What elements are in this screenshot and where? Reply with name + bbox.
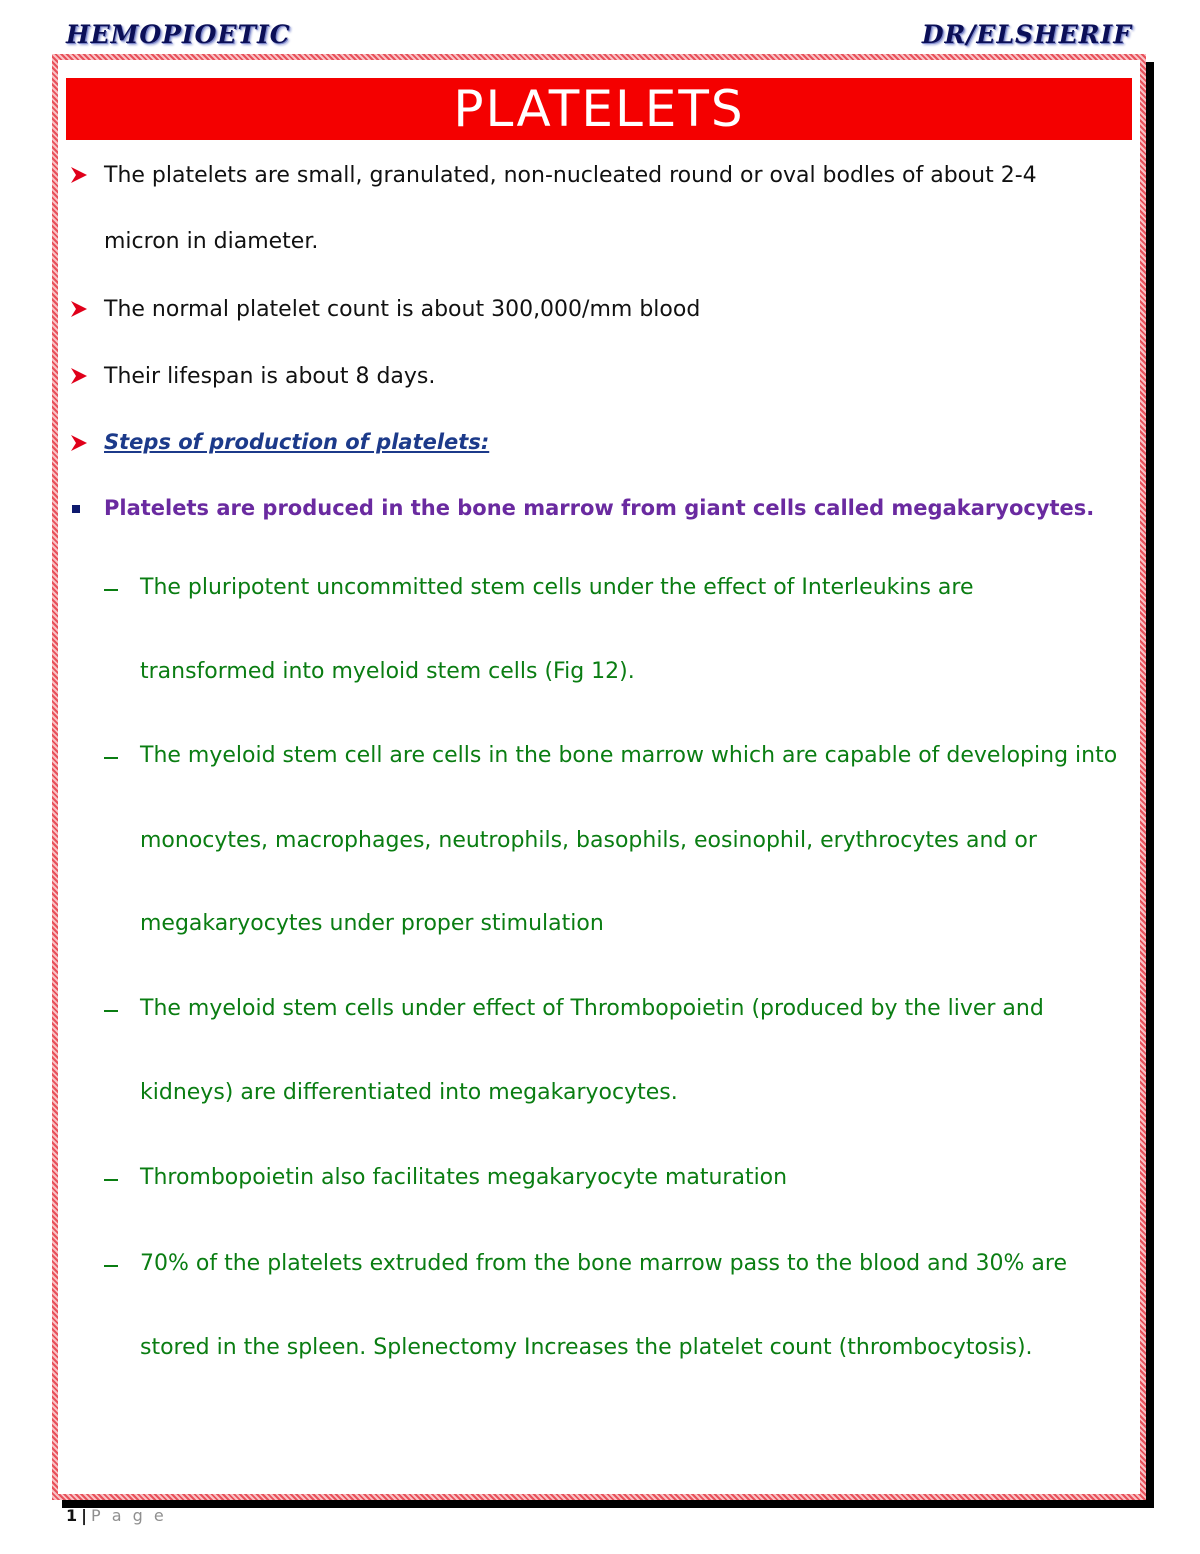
page-number: 1	[66, 1506, 78, 1525]
header-left-title: HEMOPIOETIC	[66, 20, 291, 49]
title-bar	[66, 78, 1132, 140]
footer-separator: |	[81, 1506, 87, 1525]
arrowhead-bullet-icon	[70, 166, 88, 184]
dash-item-3-line-2: kidneys) are differentiated into megakaryocytes.	[140, 1080, 678, 1105]
dash-bullet-icon	[104, 1179, 118, 1181]
page-title: PLATELETS	[453, 80, 745, 138]
arrowhead-bullet-icon	[70, 300, 88, 318]
dash-item-5-line-1: 70% of the platelets extruded from the bone marrow pass to the blood and 30% are	[140, 1251, 1067, 1276]
square-item: Platelets are produced in the bone marrow from giant cells called megakaryocytes.	[104, 496, 1095, 520]
dash-item-1-line-2: transformed into myeloid stem cells (Fig 12).	[140, 659, 635, 684]
page-footer	[66, 1506, 167, 1525]
bullet-3: Their lifespan is about 8 days.	[104, 364, 436, 389]
dash-bullet-icon	[104, 1265, 118, 1267]
page-frame-border	[52, 54, 1146, 1500]
arrowhead-bullet-icon	[70, 367, 88, 385]
dash-item-1-line-1: The pluripotent uncommitted stem cells under the effect of Interleukins are	[140, 575, 974, 600]
steps-heading: Steps of production of platelets:	[104, 430, 490, 454]
page-label: P a g e	[90, 1506, 167, 1525]
dash-item-2-line-3: megakaryocytes under proper stimulation	[140, 911, 604, 936]
dash-item-2-line-2: monocytes, macrophages, neutrophils, basophils, eosinophil, erythrocytes and or	[140, 828, 1037, 853]
dash-bullet-icon	[104, 757, 118, 759]
bullet-2: The normal platelet count is about 300,000/mm blood	[104, 297, 701, 322]
square-bullet-icon	[72, 505, 80, 513]
dash-item-3-line-1: The myeloid stem cells under effect of Thrombopoietin (produced by the liver and	[140, 996, 1044, 1021]
dash-item-2-line-1: The myeloid stem cell are cells in the bone marrow which are capable of developing into	[140, 743, 1118, 768]
header-right-author: DR/ELSHERIF	[921, 20, 1132, 49]
bullet-1-line-2: micron in diameter.	[104, 229, 319, 254]
dash-item-5-line-2: stored in the spleen. Splenectomy Increases the platelet count (thrombocytosis).	[140, 1335, 1033, 1360]
arrowhead-bullet-icon	[70, 434, 88, 452]
dash-bullet-icon	[104, 589, 118, 591]
bullet-1-line-1: The platelets are small, granulated, non-nucleated round or oval bodles of about 2-4	[104, 163, 1037, 188]
dash-item-4-line-1: Thrombopoietin also facilitates megakaryocyte maturation	[140, 1165, 788, 1190]
dash-bullet-icon	[104, 1010, 118, 1012]
